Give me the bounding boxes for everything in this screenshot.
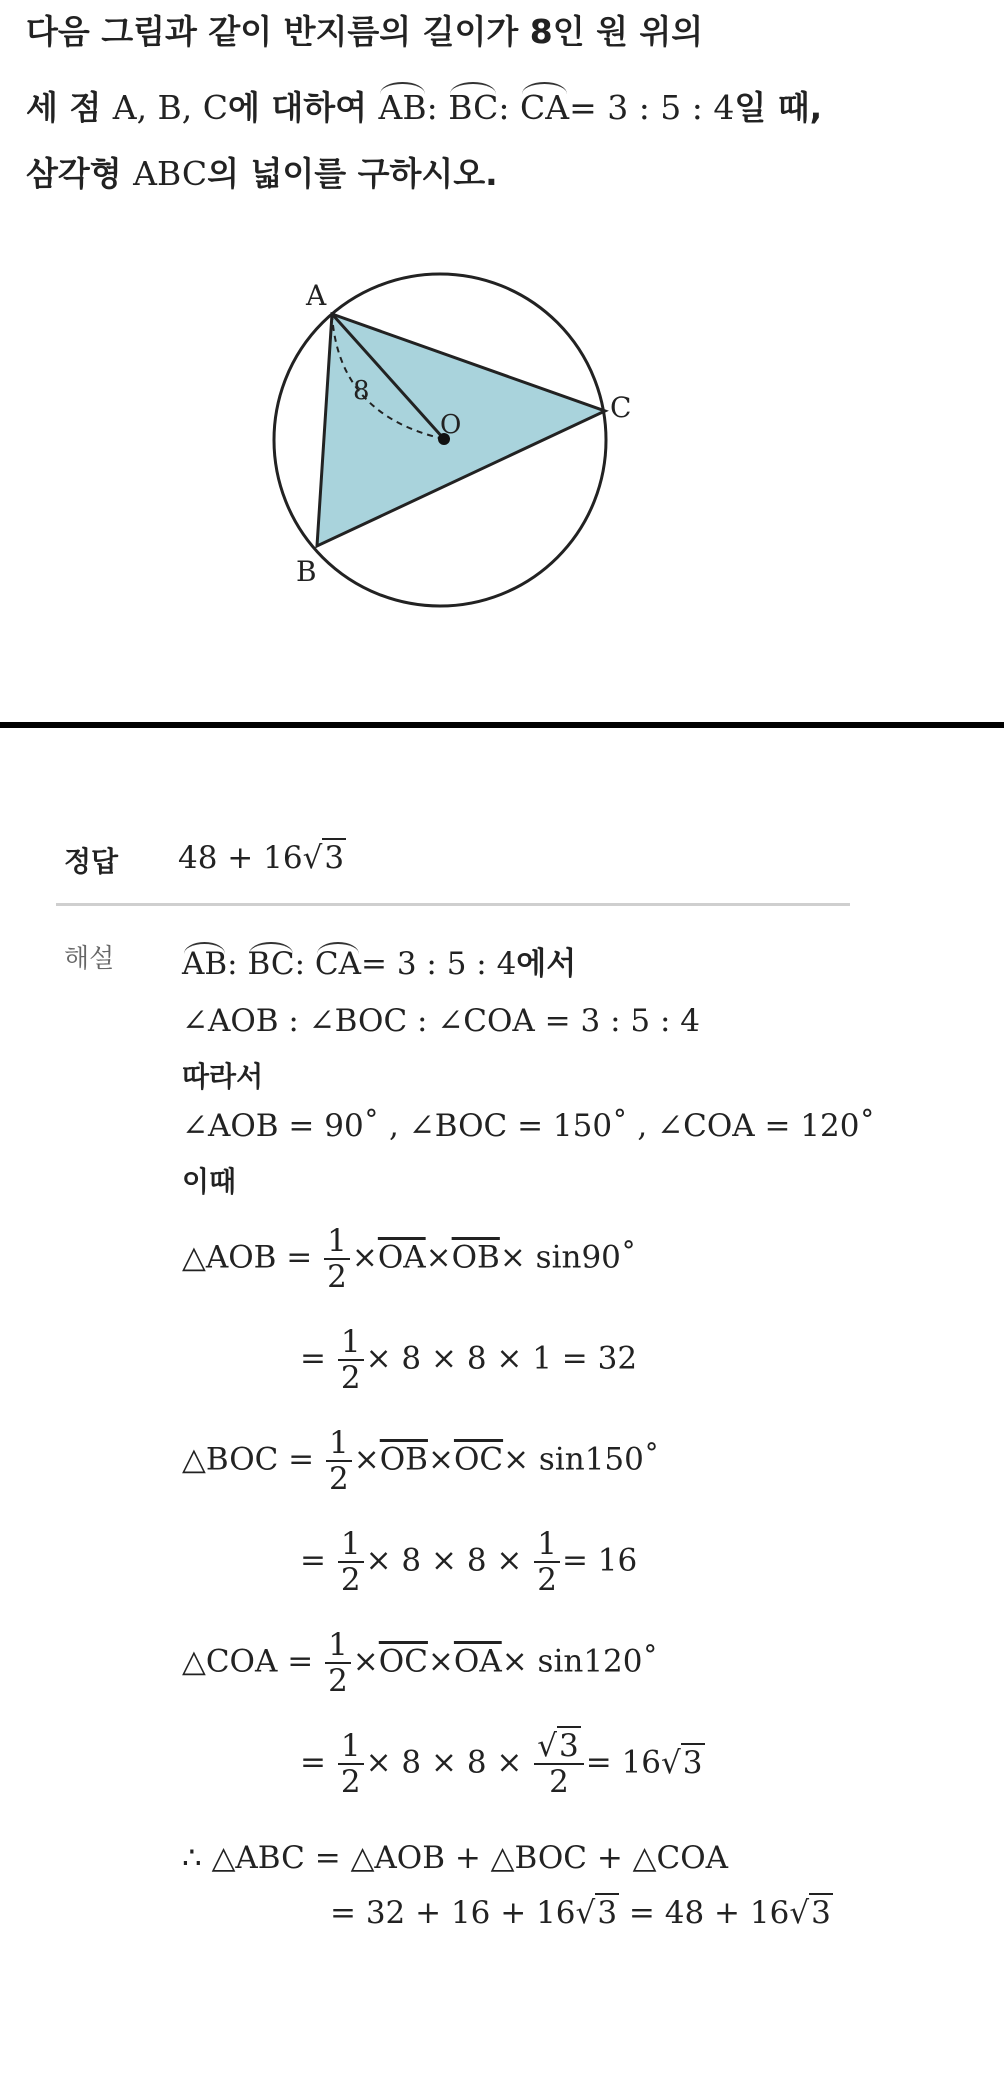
- eq-result: = 16: [561, 1542, 638, 1579]
- radius-label: 8: [353, 376, 370, 406]
- solution-line-2: ∠AOB : ∠BOC : ∠COA = 3 : 5 : 4: [182, 1003, 700, 1039]
- final-line-2: [330, 1895, 833, 1931]
- segment-oc: $\overline{OC}$: [378, 1643, 428, 1680]
- answer-label: 정답: [64, 845, 119, 878]
- final-line-1: ∴ △ABC = △AOB + △BOC + △COA: [182, 1840, 729, 1876]
- solution-label: 해설: [64, 944, 115, 974]
- eq-coa: [182, 1628, 658, 1698]
- solution-line-3: 따라서: [182, 1060, 264, 1093]
- denominator: 2: [537, 1562, 557, 1598]
- radicand: 3: [324, 840, 345, 876]
- eq-boc-calc: [300, 1527, 637, 1597]
- denominator: 2: [340, 1360, 361, 1396]
- answer-prefix: 48 + 16: [178, 840, 303, 876]
- numerator: [534, 1729, 584, 1765]
- eq-tail: × sin120˚: [501, 1643, 659, 1680]
- sqrt: √3: [575, 1895, 618, 1931]
- eq-calc: × 8 × 8 ×: [365, 1542, 523, 1579]
- answer-value: [178, 840, 346, 876]
- numerator: 1: [324, 1224, 350, 1260]
- denominator: 2: [549, 1764, 569, 1800]
- denominator: 2: [340, 1562, 361, 1598]
- arc-ca: CA: [314, 946, 361, 982]
- numerator: 1: [338, 1729, 364, 1765]
- eq-boc: [182, 1426, 659, 1496]
- equals: =: [300, 1542, 326, 1579]
- eq-tail: × sin150˚: [503, 1441, 660, 1478]
- eq-lhs: △BOC =: [182, 1441, 315, 1478]
- times: ×: [427, 1441, 454, 1478]
- denominator: 2: [340, 1764, 361, 1800]
- ratio: = 3 : 5 : 4: [569, 88, 735, 127]
- segment-oc: $\overline{OC}$: [453, 1441, 504, 1478]
- fraction-half: [338, 1729, 364, 1799]
- fraction-root3-over-2: [534, 1729, 584, 1799]
- times: ×: [351, 1239, 378, 1276]
- arc-bc: BC: [247, 946, 295, 982]
- arc-ab: AB: [379, 86, 427, 130]
- radicand: 3: [559, 1728, 579, 1764]
- ratio: = 3 : 5 : 4: [360, 946, 517, 982]
- label-a: A: [306, 279, 327, 312]
- eq-coa-calc: [300, 1729, 705, 1799]
- sqrt: √3: [661, 1744, 703, 1781]
- equals: =: [300, 1340, 326, 1377]
- eq-result: = 16: [585, 1744, 662, 1781]
- eq-lhs: △COA =: [182, 1643, 314, 1680]
- sqrt: √3: [789, 1895, 831, 1931]
- radicand: 3: [811, 1895, 831, 1931]
- numerator: 1: [325, 1628, 351, 1664]
- sqrt: √3: [537, 1728, 579, 1764]
- question-text: 세 점: [26, 88, 113, 127]
- label-o: O: [440, 410, 462, 440]
- numerator: 1: [338, 1527, 364, 1563]
- eq-aob-calc: [300, 1325, 637, 1395]
- eq-tail: × sin90˚: [499, 1239, 637, 1276]
- arc-ab: AB: [182, 946, 228, 982]
- solution-text: 에서: [516, 946, 577, 982]
- times: ×: [353, 1441, 380, 1478]
- times: ×: [425, 1239, 452, 1276]
- question-line-3: [26, 152, 498, 197]
- fraction-half: [338, 1527, 364, 1597]
- points-abc: A, B, C: [112, 88, 229, 127]
- segment-oa: $\overline{OA}$: [453, 1643, 502, 1680]
- segment-oa: $\overline{OA}$: [377, 1239, 426, 1276]
- segment-ob: $\overline{OB}$: [379, 1441, 428, 1478]
- radicand: 3: [682, 1744, 703, 1781]
- fraction-half: [326, 1426, 352, 1496]
- triangle-name: ABC: [133, 154, 208, 193]
- numerator: 1: [326, 1426, 352, 1462]
- solution-line-5: 이때: [182, 1165, 237, 1198]
- fraction-half: [338, 1325, 364, 1395]
- fraction-half: [534, 1527, 560, 1597]
- solution-line-4: ∠AOB = 90˚ , ∠BOC = 150˚ , ∠COA = 120˚: [182, 1108, 875, 1144]
- radicand: 3: [597, 1895, 618, 1931]
- eq-lhs: △AOB =: [182, 1239, 313, 1276]
- arc-bc: BC: [448, 86, 498, 130]
- label-b: B: [296, 555, 317, 588]
- numerator: 1: [534, 1527, 560, 1563]
- final-prefix: = 32 + 16 + 16: [330, 1895, 576, 1931]
- times: ×: [427, 1643, 454, 1680]
- question-text: 일 때,: [734, 88, 823, 127]
- eq-aob: [182, 1224, 636, 1294]
- question-line-1: 다음 그림과 같이 반지름의 길이가 8인 원 위의: [26, 12, 704, 51]
- numerator: 1: [338, 1325, 364, 1361]
- section-divider: [0, 722, 1004, 728]
- equals: =: [300, 1744, 326, 1781]
- solution-line-1: AB: BC: CA= 3 : 5 : 4에서: [182, 946, 577, 982]
- question-text: 삼각형: [26, 154, 134, 193]
- question-text: 의 넓이를 구하시오.: [207, 154, 498, 193]
- fraction-half: [325, 1628, 351, 1698]
- circle-figure: [240, 265, 660, 625]
- label-c: C: [610, 391, 632, 424]
- answer-underline: [56, 903, 850, 906]
- times: ×: [352, 1643, 379, 1680]
- arc-ca: CA: [520, 86, 569, 130]
- denominator: 2: [329, 1461, 349, 1497]
- question-text: 에 대하여: [228, 88, 379, 127]
- eq-calc: × 8 × 8 ×: [365, 1744, 523, 1781]
- segment-ob: $\overline{OB}$: [451, 1239, 500, 1276]
- sqrt: √3: [302, 840, 345, 876]
- eq-calc: × 8 × 8 × 1 = 32: [365, 1340, 638, 1377]
- fraction-half: [324, 1224, 350, 1294]
- final-mid: = 48 + 16: [628, 1895, 790, 1931]
- denominator: 2: [327, 1259, 347, 1295]
- question-line-2: 세 점 A, B, C에 대하여 AB: BC: CA= 3 : 5 : 4일 때,: [26, 86, 822, 131]
- denominator: 2: [328, 1663, 348, 1699]
